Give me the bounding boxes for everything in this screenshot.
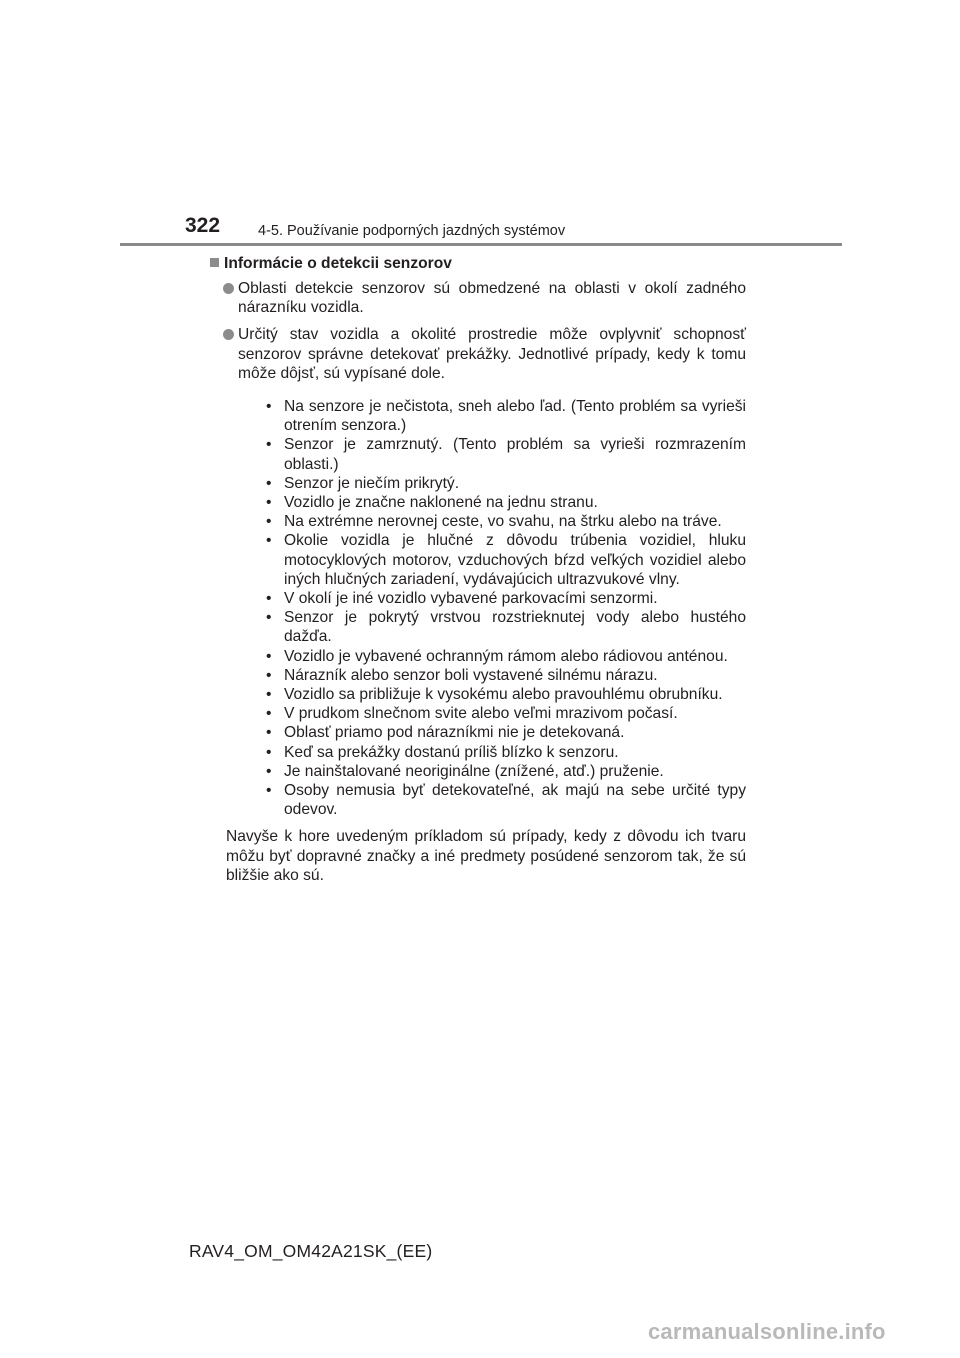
dot-bullet-icon: • [266,666,272,684]
condition-text: Je nainštalované neoriginálne (znížené, atď.) pruženie. [284,762,664,780]
condition-text: Senzor je niečím prikrytý. [284,474,460,492]
dot-bullet-icon: • [266,590,272,608]
condition-list [262,397,746,819]
condition-text: Na senzore je nečistota, sneh alebo ľad. (Tento problém sa vyrieši otrením senzora.) [284,398,746,435]
dot-bullet-icon: • [266,532,272,550]
condition-list-item [262,781,746,819]
circle-list-item [210,279,746,317]
condition-text: Vozidlo sa približuje k vysokému alebo pravouhlému obrubníku. [284,686,723,704]
condition-list-item [262,743,746,762]
square-bullet-icon [210,258,219,267]
subsection-heading-text: Informácie o detekcii senzorov [224,255,452,272]
condition-text: Keď sa prekážky dostanú príliš blízko k senzoru. [284,743,619,761]
condition-list-item [262,666,746,685]
circle-bullet-icon [223,329,234,340]
condition-text: V okolí je iné vozidlo vybavené parkovacími senzormi. [284,590,658,608]
dot-bullet-icon: • [266,705,272,723]
condition-list-item [262,608,746,646]
condition-list-item [262,589,746,608]
header-divider [120,243,842,246]
circle-bullet-icon [223,283,234,294]
condition-list-item [262,493,746,512]
condition-list-item [262,474,746,493]
condition-text: Senzor je zamrznutý. (Tento problém sa vyrieši rozmrazením oblasti.) [284,436,746,473]
dot-bullet-icon: • [266,474,272,492]
document-code: RAV4_OM_OM42A21SK_(EE) [189,1241,433,1261]
page-number: 322 [185,214,221,237]
condition-list-item [262,723,746,742]
condition-text: Na extrémne nerovnej ceste, vo svahu, na štrku alebo na tráve. [284,513,722,531]
note-paragraph: Navyše k hore uvedeným príkladom sú prípady, kedy z dôvodu ich tvaru môžu byť dopravné značky a iné predmety posúdené senzorom tak, že sú bližšie ako sú. [226,828,746,884]
dot-bullet-icon: • [266,724,272,742]
condition-text: Vozidlo je značne naklonené na jednu stranu. [284,494,598,512]
subsection-heading [210,254,746,273]
condition-list-item [262,685,746,704]
page-content [210,254,746,885]
condition-text: Vozidlo je vybavené ochranným rámom alebo rádiovou anténou. [284,647,728,665]
dot-bullet-icon: • [266,609,272,627]
condition-list-item [262,531,746,589]
dot-bullet-icon: • [266,398,272,416]
condition-text: Nárazník alebo senzor boli vystavené silnému nárazu. [284,666,658,684]
condition-text: Okolie vozidla je hlučné z dôvodu trúbenia vozidiel, hluku motocyklových motorov, vzduchových bŕzd veľkých vozidiel alebo iných hlučných zariadení, vydávajúcich ultrazvukové vlny. [284,532,746,588]
dot-bullet-icon: • [266,647,272,665]
condition-text: Oblasť priamo pod nárazníkmi nie je detekovaná. [284,724,625,742]
condition-list-item [262,762,746,781]
condition-text: V prudkom slnečnom svite alebo veľmi mrazivom počasí. [284,705,678,723]
condition-list-item [262,647,746,666]
condition-list-item [262,704,746,723]
condition-list-item [262,512,746,531]
circle-list-item-text: Určitý stav vozidla a okolité prostredie môže ovplyvniť schopnosť senzorov správne detekovať prekážky. Jednotlivé prípady, kedy k tomu môže dôjsť, sú vypísané dole. [238,326,746,382]
circle-list-item-text: Oblasti detekcie senzorov sú obmedzené na oblasti v okolí zadného nárazníku vozidla. [238,280,746,317]
circle-list-item [210,325,746,819]
dot-bullet-icon: • [266,494,272,512]
dot-bullet-icon: • [266,782,272,800]
condition-text: Osoby nemusia byť detekovateľné, ak majú na sebe určité typy odevov. [284,782,746,819]
condition-text: Senzor je pokrytý vrstvou rozstrieknutej vody alebo hustého dažďa. [284,609,746,646]
section-title: 4-5. Používanie podporných jazdných systémov [258,223,566,239]
dot-bullet-icon: • [266,436,272,454]
condition-list-item [262,397,746,435]
dot-bullet-icon: • [266,513,272,531]
condition-list-item [262,435,746,473]
dot-bullet-icon: • [266,762,272,780]
watermark[interactable]: carmanualsonline.info [648,1319,886,1344]
dot-bullet-icon: • [266,743,272,761]
dot-bullet-icon: • [266,686,272,704]
